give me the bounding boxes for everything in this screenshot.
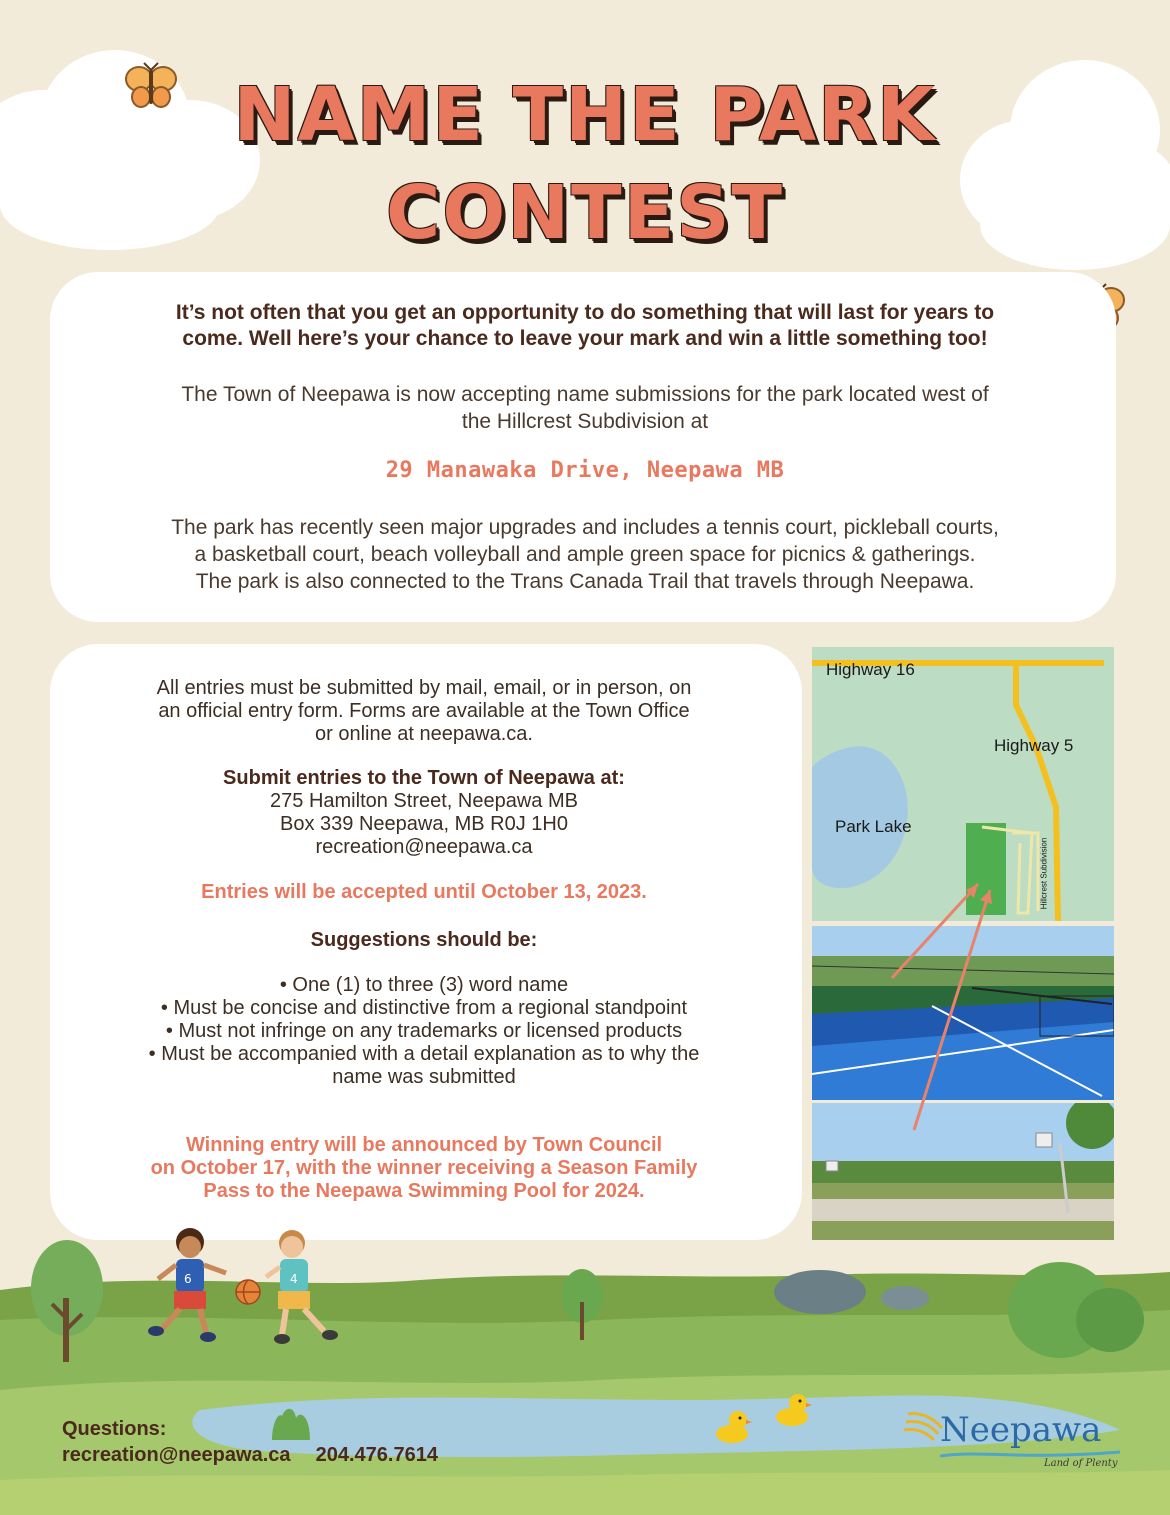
suggestions-list xyxy=(60,974,788,1089)
logo-tagline: Land of Plenty xyxy=(1044,1458,1118,1469)
tree-icon xyxy=(28,1238,106,1364)
page-title-line1: NAME THE PARK xyxy=(233,72,937,158)
winner-announcement xyxy=(60,1134,788,1203)
submit-info xyxy=(60,767,788,859)
intro-paragraph-1 xyxy=(60,381,1110,435)
submit-email-link[interactable]: recreation@neepawa.ca xyxy=(315,836,533,858)
submit-address1: 275 Hamilton Street, Neepawa MB xyxy=(270,790,578,812)
map-label-highway16: Highway 16 xyxy=(826,660,915,679)
intro-para2-line2: a basketball court, beach volleyball and ample green space for picnics & gatherings. xyxy=(194,543,976,566)
page-title-line2: CONTEST xyxy=(386,170,784,256)
questions-label: Questions: xyxy=(62,1418,167,1440)
svg-text:6: 6 xyxy=(184,1272,192,1286)
kid-player-1 xyxy=(140,1225,235,1345)
submit-heading: Submit entries to the Town of Neepawa at: xyxy=(223,767,625,789)
rubber-duck-icon xyxy=(714,1408,752,1444)
map-label-park-lake: Park Lake xyxy=(835,817,912,836)
entry-line3: or online at neepawa.ca. xyxy=(315,723,533,745)
deadline-text: Entries will be accepted until October 13, 2023. xyxy=(201,881,647,903)
questions-phone-link[interactable]: 204.476.7614 xyxy=(315,1444,438,1466)
submit-address2: Box 339 Neepawa, MB R0J 1H0 xyxy=(280,813,568,835)
list-item: • One (1) to three (3) word name xyxy=(279,974,569,996)
rubber-duck-icon xyxy=(774,1391,812,1427)
entry-line2: an official entry form. Forms are available at the Town Office xyxy=(158,700,690,722)
entry-line1: All entries must be submitted by mail, email, or in person, on xyxy=(156,677,692,699)
winner-line3: Pass to the Neepawa Swimming Pool for 2024. xyxy=(203,1180,645,1202)
questions-email-link[interactable]: recreation@neepawa.ca xyxy=(62,1444,291,1466)
svg-text:4: 4 xyxy=(290,1272,298,1286)
pointer-arrows xyxy=(880,870,1000,1140)
entry-instructions xyxy=(60,677,788,746)
list-item: name was submitted xyxy=(332,1066,516,1088)
questions-contact xyxy=(62,1444,438,1467)
intro-headline-line1: It’s not often that you get an opportunity to do something that will last for years to xyxy=(175,301,995,324)
intro-headline-line2: come. Well here’s your chance to leave your mark and win a little something too! xyxy=(182,327,988,350)
map-label-highway5: Highway 5 xyxy=(994,736,1074,755)
intro-para2-line3: The park is also connected to the Trans Canada Trail that travels through Neepawa. xyxy=(195,570,975,593)
intro-para1-line1: The Town of Neepawa is now accepting name submissions for the park located west of xyxy=(181,383,989,406)
intro-headline xyxy=(60,300,1110,352)
kid-player-2 xyxy=(262,1225,352,1347)
tree-icon xyxy=(560,1268,604,1340)
neepawa-logo xyxy=(902,1408,1132,1478)
intro-para1-line2: the Hillcrest Subdivision at xyxy=(461,410,709,433)
intro-para2-line1: The park has recently seen major upgrades and includes a tennis court, pickleball courts, xyxy=(171,516,999,539)
basketball-icon xyxy=(234,1278,262,1306)
winner-line2: on October 17, with the winner receiving a Season Family xyxy=(150,1157,698,1179)
list-item: • Must be accompanied with a detail explanation as to why the xyxy=(148,1043,700,1065)
list-item: • Must not infringe on any trademarks or licensed products xyxy=(165,1020,683,1042)
park-address: 29 Manawaka Drive, Neepawa MB xyxy=(385,458,785,483)
suggestions-heading: Suggestions should be: xyxy=(310,929,538,951)
map-label-subdivision: Hillcrest Subdivision xyxy=(1039,837,1049,910)
list-item: • Must be concise and distinctive from a regional standpoint xyxy=(160,997,688,1019)
bush-icon xyxy=(268,1406,314,1440)
intro-paragraph-2 xyxy=(60,514,1110,595)
logo-wordmark: Neepawa xyxy=(940,1410,1102,1450)
winner-line1: Winning entry will be announced by Town Council xyxy=(185,1134,663,1156)
